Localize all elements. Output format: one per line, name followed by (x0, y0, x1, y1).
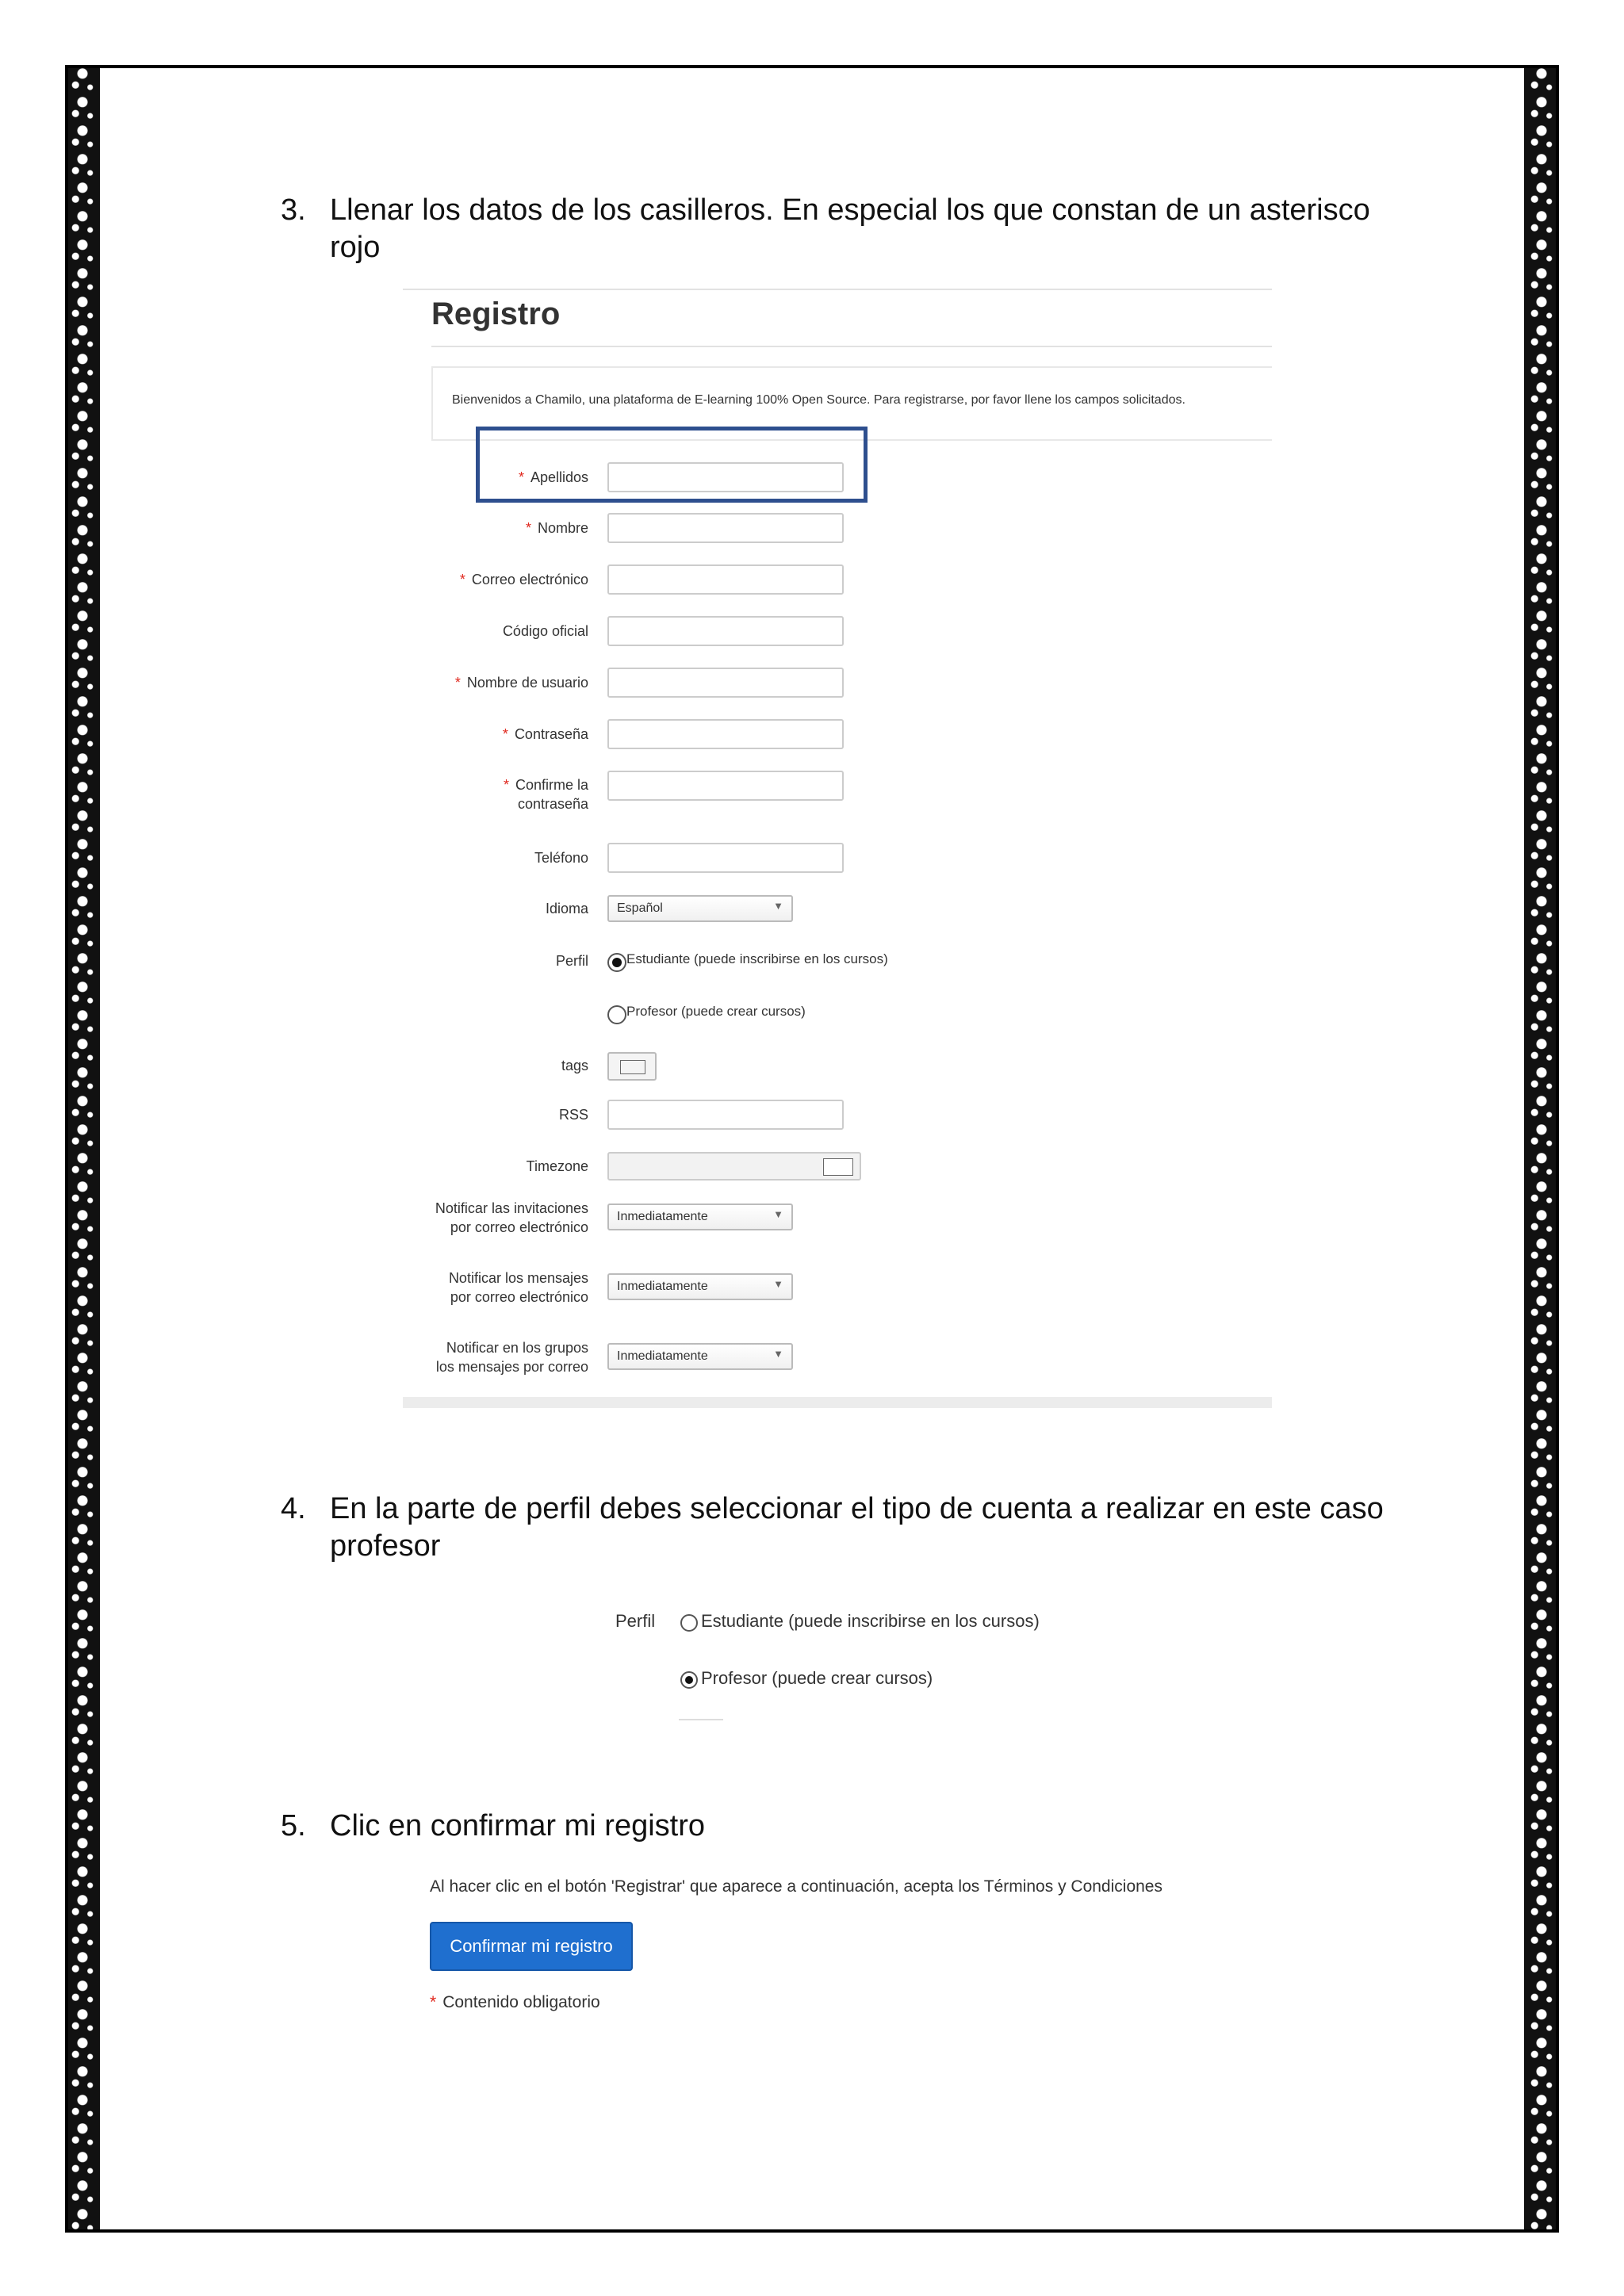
correo-label: * Correo electrónico (459, 572, 588, 587)
nombre-input[interactable] (607, 513, 844, 543)
step-text: Clic en confirmar mi registro (330, 1809, 705, 1843)
nombre-label: * Nombre (525, 520, 588, 536)
radio-estudiante-label: Estudiante (puede inscribirse en los cursos) (626, 951, 888, 966)
codigo-label: Código oficial (502, 623, 588, 639)
radio-profesor[interactable] (607, 1005, 626, 1024)
codigo-input[interactable] (607, 616, 844, 646)
usuario-input[interactable] (607, 668, 844, 698)
form-title: Registro (431, 297, 561, 331)
divider (403, 289, 1272, 290)
step-text: En la parte de perfil debes seleccionar el tipo de cuenta a realizar en este caso profesor (330, 1492, 1384, 1563)
telefono-input[interactable] (607, 843, 844, 873)
notif-grupos-select[interactable]: Inmediatamente ▼ (607, 1343, 793, 1370)
notif-grupos-label: Notificar en los grupos los mensajes por correo (435, 1340, 588, 1375)
step-number: 3. (281, 193, 306, 227)
idioma-label: Idioma (545, 901, 588, 916)
idioma-select[interactable]: Español ▼ (607, 895, 793, 922)
radio-estudiante[interactable] (607, 953, 626, 972)
apellidos-highlight-box (476, 427, 868, 503)
confirme-input[interactable] (607, 771, 844, 801)
contrasena-input[interactable] (607, 719, 844, 749)
step-text: Llenar los datos de los casilleros. En especial los que constan de un asterisco rojo (330, 193, 1370, 264)
timezone-select[interactable] (607, 1152, 861, 1181)
telefono-label: Teléfono (534, 850, 588, 866)
registro-form-screenshot (403, 289, 1272, 1408)
perfil-snippet (603, 1600, 1174, 1727)
step-number: 5. (281, 1809, 306, 1843)
chevron-down-icon: ▼ (773, 1348, 783, 1360)
dropdown-icon (823, 1158, 853, 1176)
welcome-message: Bienvenidos a Chamilo, una plataforma de E-learning 100% Open Source. Para registrarse, por favor llene los campos solicitados. (431, 366, 1272, 441)
chevron-down-icon: ▼ (773, 900, 783, 912)
notif-invitaciones-select[interactable]: Inmediatamente ▼ (607, 1203, 793, 1230)
perfil-label: Perfil (615, 1611, 656, 1631)
divider (679, 1719, 723, 1720)
mandatory-note: * Contenido obligatorio (430, 1993, 600, 2011)
divider (431, 346, 1272, 347)
radio-profesor[interactable] (680, 1671, 698, 1689)
correo-input[interactable] (607, 564, 844, 595)
notif-invitaciones-label: Notificar las invitaciones por correo electrónico (435, 1200, 588, 1235)
timezone-label: Timezone (526, 1158, 588, 1174)
radio-estudiante-label: Estudiante (puede inscribirse en los cursos) (701, 1611, 1040, 1631)
radio-profesor-label: Profesor (puede crear cursos) (701, 1668, 933, 1688)
divider (403, 1397, 1272, 1408)
radio-estudiante[interactable] (680, 1614, 698, 1632)
rss-input[interactable] (607, 1100, 844, 1130)
confirme-label: * Confirme la contraseña (503, 777, 588, 812)
rss-label: RSS (558, 1107, 588, 1123)
usuario-label: * Nombre de usuario (454, 675, 588, 691)
dropdown-icon (620, 1060, 645, 1074)
radio-profesor-label: Profesor (puede crear cursos) (626, 1004, 806, 1019)
chevron-down-icon: ▼ (773, 1208, 783, 1220)
contrasena-label: * Contraseña (502, 726, 588, 742)
terms-text: Al hacer clic en el botón 'Registrar' que aparece a continuación, acepta los Términos y Condiciones (430, 1877, 1162, 1896)
perfil-label: Perfil (555, 953, 588, 969)
chevron-down-icon: ▼ (773, 1278, 783, 1290)
tags-label: tags (561, 1058, 588, 1073)
notif-mensajes-label: Notificar los mensajes por correo electrónico (448, 1270, 588, 1305)
confirm-registration-button[interactable]: Confirmar mi registro (430, 1922, 633, 1971)
apellidos-label: * Apellidos (518, 469, 588, 485)
tags-input[interactable] (607, 1052, 657, 1081)
notif-mensajes-select[interactable]: Inmediatamente ▼ (607, 1273, 793, 1300)
step-number: 4. (281, 1492, 306, 1525)
